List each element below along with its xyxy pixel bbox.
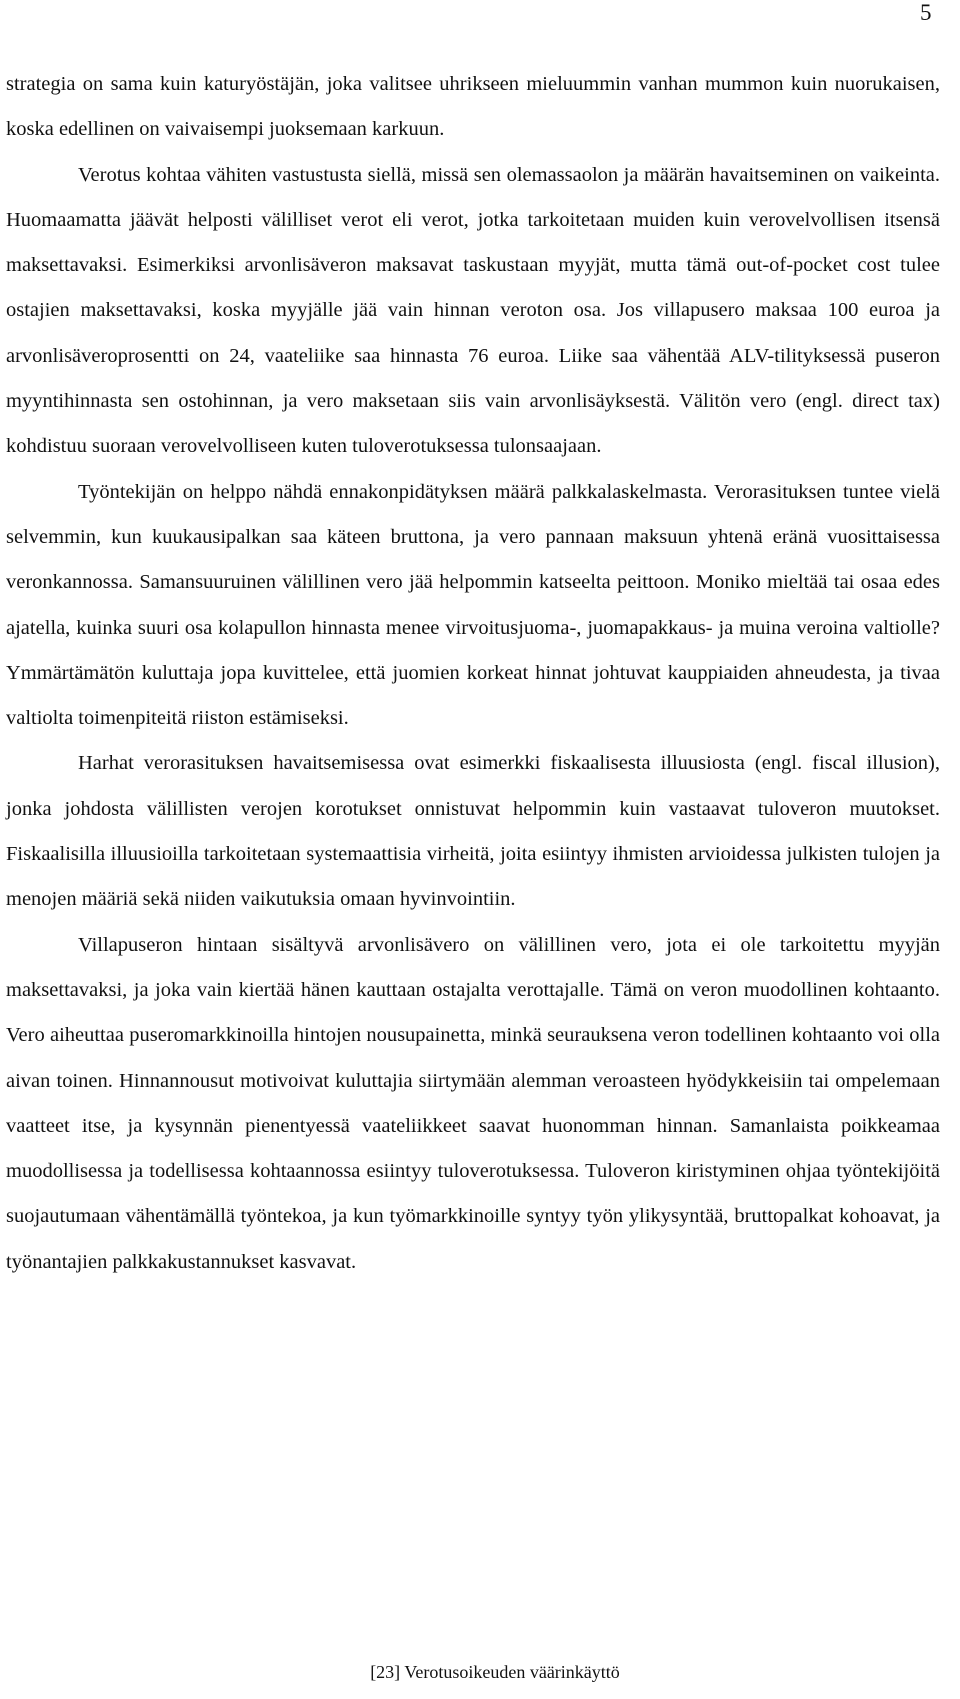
paragraph-4: Harhat verorasituksen havaitsemisessa ovat esimerkki fiskaalisesta illuusiosta (engl. fiscal illusion), jonka johdosta välillisten verojen korotukset onnistuvat helpommin kuin vastaavat tuloveron muutokset. Fiskaalisilla illuusioilla tarkoitetaan systemaattisia virheitä, joita esiintyy ihmisten arvioidessa julkisten tulojen ja menojen määriä sekä niiden vaikutuksia omaan hyvinvointiin. <box>6 752 940 911</box>
paragraph-1: strategia on sama kuin katuryöstäjän, joka valitsee uhrikseen mieluummin vanhan mummon kuin nuorukaisen, koska edellinen on vaivaisempi juoksemaan karkuun. <box>6 73 940 141</box>
page-footer: [23] Verotusoikeuden väärinkäyttö <box>370 1662 620 1682</box>
paragraph-5: Villapuseron hintaan sisältyvä arvonlisävero on välillinen vero, jota ei ole tarkoitettu myyjän maksettavaksi, ja joka vain kiertää hänen kauttaan ostajalta verottajalle. Tämä on veron muodollinen kohtaanto. Vero aiheuttaa puseromarkkinoilla hintojen nousupainetta, minkä seurauksena veron todellinen kohtaanto voi olla aivan toinen. Hinnannousut motivoivat kuluttajia siirtymään alemman veroasteen hyödykkeisiin tai ompelemaan vaatteet itse, ja kysynnän pienentyessä vaateliikkeet saavat huonomman hinnan. Samanlaista poikkeamaa muodollisessa ja todellisessa kohtaannossa esiintyy tuloverotuksessa. Tuloveron kiristyminen ohjaa työntekijöitä suojautumaan vähentämällä työntekoa, ja kun työmarkkinoille syntyy työn ylikysyntää, bruttopalkat kohoavat, ja työnantajien palkkakustannukset kasvavat. <box>6 933 940 1273</box>
body-text <box>6 62 940 1285</box>
page-number: 5 <box>920 0 932 25</box>
paragraph-3: Työntekijän on helppo nähdä ennakonpidätyksen määrä palkkalaskelmasta. Verorasituksen tuntee vielä selvemmin, kun kuukausipalkan saa käteen bruttona, ja vero pannaan maksuun yhtenä eränä vuosittaisessa veronkannossa. Samansuuruinen välillinen vero jää helpommin katseelta peittoon. Moniko mieltää tai osaa edes ajatella, kuinka suuri osa kolapullon hinnasta menee virvoitusjuoma-, juomapakkaus- ja muina veroina valtiolle? Ymmärtämätön kuluttaja jopa kuvittelee, että juomien korkeat hinnat johtuvat kauppiaiden ahneudesta, ja tivaa valtiolta toimenpiteitä riiston estämiseksi. <box>6 480 940 730</box>
paragraph-2: Verotus kohtaa vähiten vastustusta siellä, missä sen olemassaolon ja määrän havaitseminen on vaikeinta. Huomaamatta jäävät helposti välilliset verot eli verot, jotka tarkoitetaan muiden kuin verovelvollisen itsensä maksettavaksi. Esimerkiksi arvonlisäveron maksavat taskustaan myyjät, mutta tämä out-of-pocket cost tulee ostajien maksettavaksi, koska myyjälle jää vain hinnan veroton osa. Jos villapusero maksaa 100 euroa ja arvonlisäveroprosentti on 24, vaateliike saa hinnasta 76 euroa. Liike saa vähentää ALV-tilityksessä puseron myyntihinnasta sen ostohinnan, ja vero maksetaan siis vain arvonlisäyksestä. Välitön vero (engl. direct tax) kohdistuu suoraan verovelvolliseen kuten tuloverotuksessa tulonsaajaan. <box>6 163 940 458</box>
